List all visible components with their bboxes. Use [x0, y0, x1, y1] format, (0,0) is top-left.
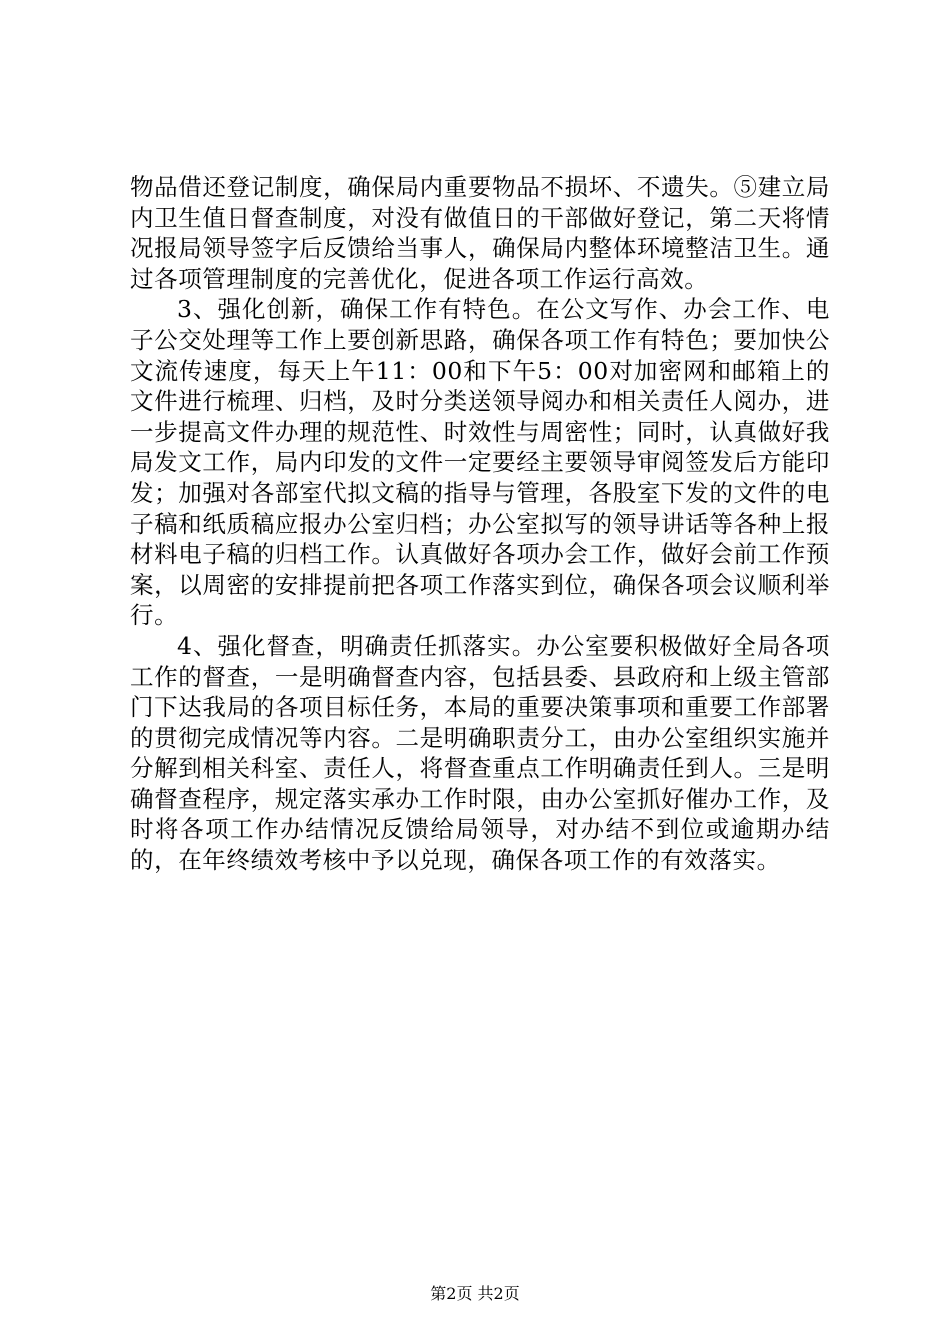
paragraph-item-3: 3、强化创新，确保工作有特色。在公文写作、办会工作、电子公交处理等工作上要创新思路，确保各项工作有特色；要加快公文流传速度，每天上午11：00和下午5：00对加密网和邮箱上的文件进行梳理、归档，及时分类送领导阅办和相关责任人阅办，进一步提高文件办理的规范性、时效性与周密性；同时，认真做好我局发文工作，局内印发的文件一定要经主要领导审阅签发后方能印发；加强对各部室代拟文稿的指导与管理，各股室下发的文件的电子稿和纸质稿应报办公室归档；办公室拟写的领导讲话等各种上报材料电子稿的归档工作。认真做好各项办会工作，做好会前工作预案，以周密的安排提前把各项工作落实到位，确保各项会议顺利举行。	[130, 295, 830, 630]
page-footer: 第2页 共2页	[430, 1284, 520, 1303]
paragraph-continuation: 物品借还登记制度，确保局内重要物品不损坏、不遗失。⑤建立局内卫生值日督查制度，对没有做值日的干部做好登记，第二天将情况报局领导签字后反馈给当事人，确保局内整体环境整洁卫生。通过各项管理制度的完善优化，促进各项工作运行高效。	[130, 173, 830, 293]
document-body	[130, 172, 830, 876]
paragraph-item-4: 4、强化督查，明确责任抓落实。办公室要积极做好全局各项工作的督查，一是明确督查内容，包括县委、县政府和上级主管部门下达我局的各项目标任务，本局的重要决策事项和重要工作部署的贯彻完成情况等内容。二是明确职责分工，由办公室组织实施并分解到相关科室、责任人，将督查重点工作明确责任到人。三是明确督查程序，规定落实承办工作时限，由办公室抓好催办工作，及时将各项工作办结情况反馈给局领导，对办结不到位或逾期办结的，在年终绩效考核中予以兑现，确保各项工作的有效落实。	[130, 631, 830, 875]
